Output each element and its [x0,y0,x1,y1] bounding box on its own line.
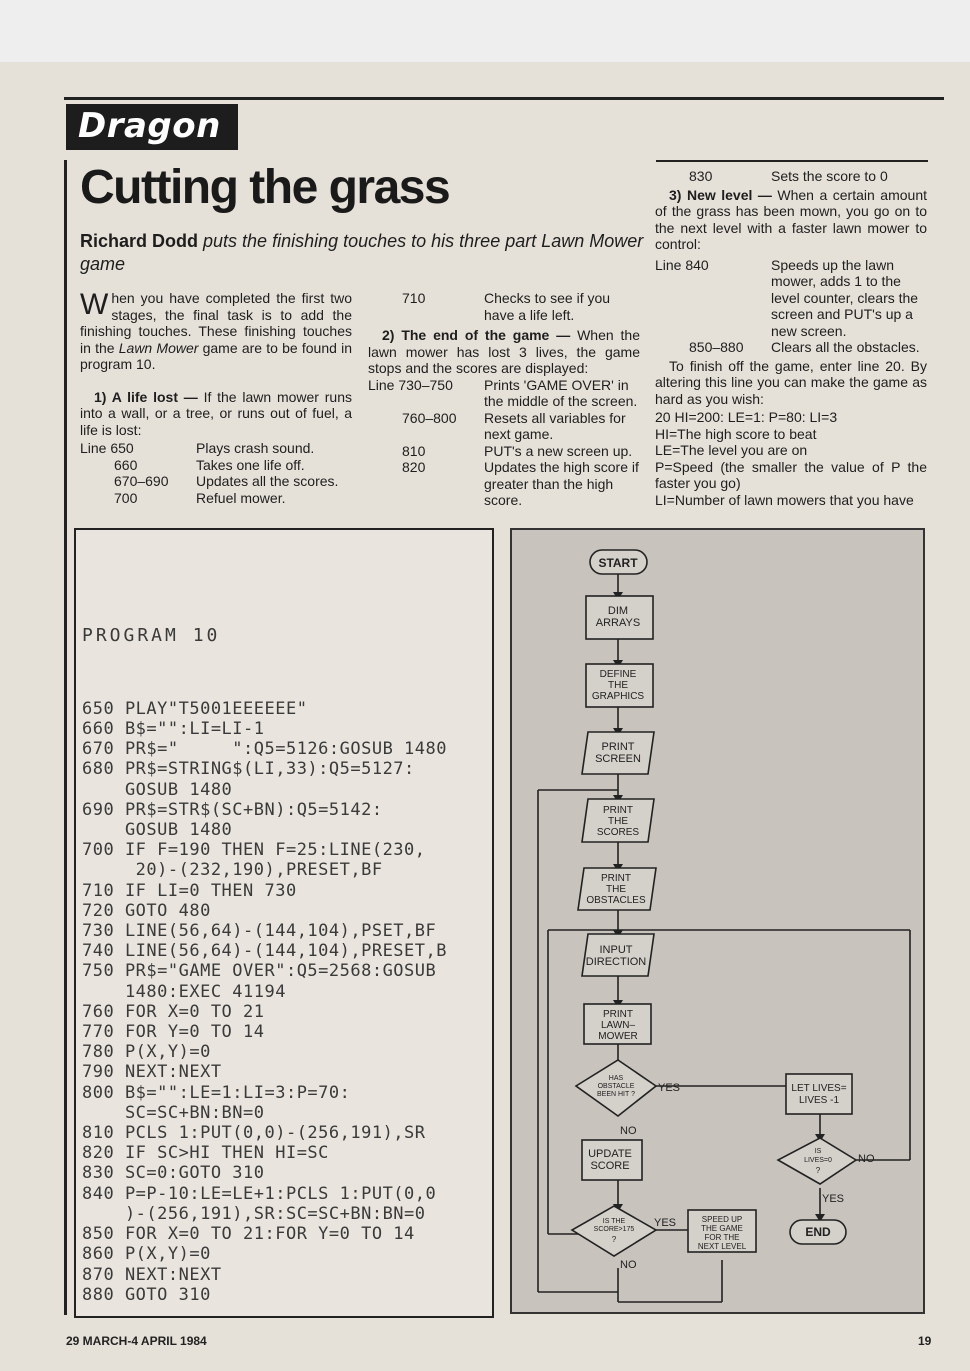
update-label: UPDATE [588,1148,632,1160]
definition: LE=The level you are on [655,442,808,458]
definition: HI=The high score to beat [655,425,817,442]
standfirst-text: puts the finishing touches to his three part Lawn Mower game [80,231,644,274]
print-scores-label: PRINT [603,805,633,816]
obstacle-label: OBSTACLE [597,1083,635,1090]
definition: LI=Number of lawn mowers that you have [655,491,914,508]
score-label: ? [611,1235,617,1244]
line-desc: Prints 'GAME OVER' in the middle of the screen. [484,376,638,409]
code-line: 820 IF SC>HI THEN HI=SC [82,1143,329,1164]
code-line: 750 PR$="GAME OVER":Q5=2568:GOSUB [82,961,437,982]
code-line: 700 IF F=190 THEN F=25:LINE(230, [82,840,426,861]
column-3 [655,168,927,508]
end-game-table [368,377,640,509]
define-label: DEFINE [599,669,637,680]
finish-paragraph: To finish off the game, enter line 20. By altering this line you can make the game as hard as you wish: [655,357,927,407]
end-game-heading: 2) The end of the game — [382,327,571,343]
code-line: 740 LINE(56,64)-(144,104),PRESET,B [82,941,447,962]
code-line: SC=SC+BN:BN=0 [82,1102,265,1123]
print-screen-label: PRINT [601,741,635,753]
line-label: 710 [402,290,426,306]
left-border [64,160,67,1315]
code-line: 730 LINE(56,64)-(144,104),PSET,BF [82,921,437,942]
score-label: SCORE>175 [593,1226,635,1233]
col3-top-rule [656,160,928,162]
code-line: GOSUB 1480 [82,779,233,800]
new-level-paragraph [655,187,927,253]
let-lives-label: LIVES -1 [798,1095,840,1106]
line-label: 810 [402,442,426,459]
page-number: 19 [918,1334,932,1348]
line-desc: Checks to see if you have a life left. [484,290,611,323]
author-name: Richard Dodd [80,231,199,251]
speed-label: NEXT LEVEL [697,1242,747,1251]
section-label: Dragon [78,106,221,146]
lives-label: LIVES=0 [804,1157,832,1164]
obstacle-label: BEEN HIT ? [597,1091,635,1098]
issue-date: 29 MARCH-4 APRIL 1984 [66,1334,207,1348]
line-desc: Updates all the scores. [196,473,339,489]
yes-label: YES [654,1217,677,1229]
speed-label: THE GAME [701,1224,743,1233]
flowchart [510,528,925,1314]
code-line: 670 PR$=" ":Q5=5126:GOSUB 1480 [82,739,447,760]
life-lost-table [80,440,352,506]
no-label: NO [620,1259,637,1271]
update-label: SCORE [590,1160,630,1172]
print-obstacles-label: OBSTACLES [586,895,646,906]
end-game-paragraph [368,327,640,377]
code-line: 840 P=P-10:LE=LE+1:PCLS 1:PUT(0,0 [82,1183,437,1204]
standfirst [80,230,650,276]
intro-text: hen you have completed the first two stages, the final task is to add the finishing touches. These finishing touches in the [80,290,352,356]
end-game-text: When the lawn mower has lost 3 lives, the game stops and the scores are displayed: [368,327,640,376]
code-line: 690 PR$=STR$(SC+BN):Q5=5142: [82,799,383,820]
input-label: INPUT [599,944,633,956]
define-label: GRAPHICS [591,691,645,702]
line-830-row [655,168,927,185]
code-line: 710 IF LI=0 THEN 730 [82,880,297,901]
intro-text-2: game are to be found in program 10. [80,339,352,372]
code-line: 860 P(X,Y)=0 [82,1244,211,1265]
print-obstacles-label: PRINT [601,873,631,884]
line-20: 20 HI=200: LE=1: P=80: LI=3 [655,409,838,425]
define-label: THE [608,680,628,691]
let-lives-label: LET LIVES= [791,1083,847,1094]
print-mower-label: MOWER [598,1031,638,1042]
line-label: 820 [402,459,426,475]
line-desc: Refuel mower. [196,489,286,506]
column-1 [80,290,352,506]
line-desc: Takes one life off. [196,456,305,473]
code-line: 20)-(232,190),PRESET,BF [82,860,383,881]
code-line: 770 FOR Y=0 TO 14 [82,1022,265,1043]
article-title: Cutting the grass [80,161,450,214]
code-line: 650 PLAY"T5001EEEEEE" [82,698,308,719]
dim-label: ARRAYS [595,617,641,629]
code-line: 880 GOTO 310 [82,1284,211,1305]
line-desc: Clears all the obstacles. [771,339,920,355]
intro-italic: Lawn Mower [118,339,199,356]
print-mower-label: PRINT [603,1009,633,1020]
code-line: 800 B$="":LE=1:LI=3:P=70: [82,1082,351,1103]
end-label: END [805,1225,831,1239]
line-label: 700 [114,489,138,506]
start-label: START [598,556,638,570]
input-label: DIRECTION [585,956,647,968]
obstacle-label: HAS [608,1075,624,1082]
code-line: 830 SC=0:GOTO 310 [82,1163,265,1184]
new-level-table [655,257,927,356]
speed-label: FOR THE [704,1233,740,1242]
line-label: 830 [689,168,713,184]
line-label: 660 [114,456,138,473]
lives-label: IS [814,1148,822,1155]
life-lost-paragraph [80,389,352,439]
line-label: 760–800 [402,409,457,426]
no-label: NO [620,1125,637,1137]
line-desc: Sets the score to 0 [771,168,888,184]
scan-margin [0,0,970,62]
new-level-text: When a certain amount of the grass has been mown, you go on to the next level with a faster lawn mower to control: [655,186,927,252]
code-line: 760 FOR X=0 TO 21 [82,1001,265,1022]
code-line: 1480:EXEC 41194 [82,981,286,1002]
code-line: 850 FOR X=0 TO 21:FOR Y=0 TO 14 [82,1224,415,1245]
print-screen-label: SCREEN [595,753,641,765]
line-label: Line 650 [80,440,134,456]
flowchart-panel [511,529,924,1313]
yes-label: YES [822,1193,845,1205]
code-line: 660 B$="":LI=LI-1 [82,719,265,740]
column-2 [368,290,640,509]
line-label: 850–880 [689,339,744,355]
code-line: 790 NEXT:NEXT [82,1062,222,1083]
code-line: 780 P(X,Y)=0 [82,1042,211,1063]
line-label: 670–690 [114,473,169,489]
life-lost-heading: 1) A life lost — [94,388,198,405]
program-listing [82,586,447,1305]
intro-paragraph [80,290,352,373]
print-obstacles-label: THE [606,884,626,895]
no-label: NO [858,1153,875,1165]
speed-label: SPEED UP [701,1215,743,1224]
program-title: PROGRAM 10 [82,625,221,647]
line-710-row [368,290,640,323]
line-desc: Speeds up the lawn mower, adds 1 to the level counter, clears the screen and PUT's up a new screen. [771,256,919,339]
line-desc: Plays crash sound. [196,440,315,456]
new-level-heading: 3) New level — [669,186,772,203]
dropcap: W [80,288,109,321]
line-desc: PUT's a new screen up. [484,442,633,459]
life-lost-text: If the lawn mower runs into a wall, or a tree, or runs out of fuel, a life is lost: [80,388,352,438]
yes-label: YES [658,1082,681,1094]
header-rule [64,97,944,100]
line-desc: Updates the high score if greater than the high score. [484,459,639,508]
line-label: Line 730–750 [368,376,453,393]
dim-label: DIM [607,605,629,617]
print-scores-label: SCORES [596,827,640,838]
let-lives-box [786,1074,852,1114]
code-line: GOSUB 1480 [82,820,233,841]
code-line: 720 GOTO 480 [82,900,211,921]
score-label: IS THE [602,1218,626,1225]
code-line: 810 PCLS 1:PUT(0,0)-(256,191),SR [82,1123,426,1144]
line-desc: Resets all variables for next game. [484,409,626,442]
lives-label: ? [815,1166,821,1175]
print-scores-label: THE [608,816,628,827]
code-line: )-(256,191),SR:SC=SC+BN:BN=0 [82,1203,426,1224]
section-tab [66,104,238,150]
definition: P=Speed (the smaller the value of P the faster you go) [655,458,927,491]
print-mower-label: LAWN– [600,1020,636,1031]
line-label: Line 840 [655,256,709,273]
code-line: 870 NEXT:NEXT [82,1264,222,1285]
code-line: 680 PR$=STRING$(LI,33):Q5=5127: [82,759,415,780]
